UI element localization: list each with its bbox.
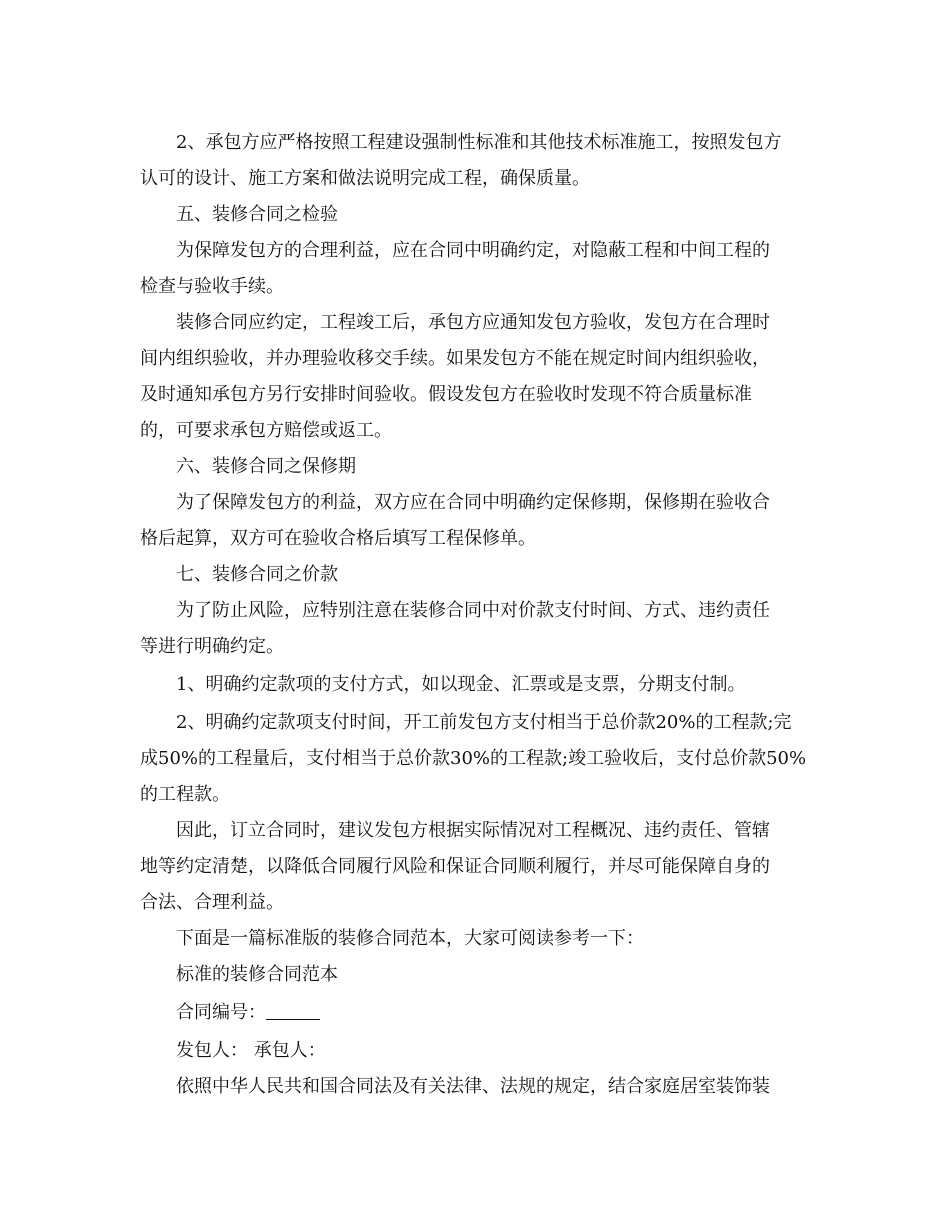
paragraph-line: 合法、合理利益。 (140, 892, 284, 913)
section-heading: 五、装修合同之检验 (176, 204, 338, 225)
contract-title: 标准的装修合同范本 (176, 964, 338, 985)
paragraph-line: 及时通知承包方另行安排时间验收。假设发包方在验收时发现不符合质量标准 (140, 384, 752, 405)
paragraph-line: 1、明确约定款项的支付方式，如以现金、汇票或是支票，分期支付制。 (176, 674, 746, 695)
paragraph-line: 的工程款。 (140, 784, 230, 805)
paragraph-line: 认可的设计、施工方案和做法说明完成工程，确保质量。 (140, 168, 590, 189)
parties-line: 发包人： 承包人： (176, 1040, 326, 1061)
contract-number-line (176, 1000, 320, 1026)
contract-number-label: 合同编号： (176, 1002, 266, 1023)
paragraph-line: 2、承包方应严格按照工程建设强制性标准和其他技术标准施工，按照发包方 (176, 132, 782, 153)
paragraph-line: 间内组织验收，并办理验收移交手续。如果发包方不能在规定时间内组织验收， (140, 348, 770, 369)
paragraph-line: 2、明确约定款项支付时间，开工前发包方支付相当于总价款20%的工程款;完 (176, 712, 792, 733)
paragraph-line: 检查与验收手续。 (140, 276, 284, 297)
paragraph-line: 因此，订立合同时，建议发包方根据实际情况对工程概况、违约责任、管辖 (176, 820, 770, 841)
paragraph-line: 格后起算，双方可在验收合格后填写工程保修单。 (140, 528, 536, 549)
paragraph-line: 为了保障发包方的利益，双方应在合同中明确约定保修期，保修期在验收合 (176, 492, 770, 513)
paragraph-line: 下面是一篇标准版的装修合同范本，大家可阅读参考一下： (176, 928, 644, 949)
paragraph-line: 装修合同应约定，工程竣工后，承包方应通知发包方验收，发包方在合理时 (176, 312, 770, 333)
paragraph-line: 地等约定清楚，以降低合同履行风险和保证合同顺利履行，并尽可能保障自身的 (140, 856, 770, 877)
section-heading: 六、装修合同之保修期 (176, 456, 356, 477)
paragraph-line: 成50%的工程量后，支付相当于总价款30%的工程款;竣工验收后，支付总价款50% (140, 748, 807, 769)
paragraph-line: 依照中华人民共和国合同法及有关法律、法规的规定，结合家庭居室装饰装 (176, 1076, 770, 1097)
paragraph-line: 为了防止风险，应特别注意在装修合同中对价款支付时间、方式、违约责任 (176, 600, 770, 621)
paragraph-line: 为保障发包方的合理利益，应在合同中明确约定，对隐蔽工程和中间工程的 (176, 240, 770, 261)
section-heading: 七、装修合同之价款 (176, 564, 338, 585)
contract-number-blank (266, 1001, 320, 1020)
paragraph-line: 的，可要求承包方赔偿或返工。 (140, 420, 392, 441)
paragraph-line: 等进行明确约定。 (140, 636, 284, 657)
